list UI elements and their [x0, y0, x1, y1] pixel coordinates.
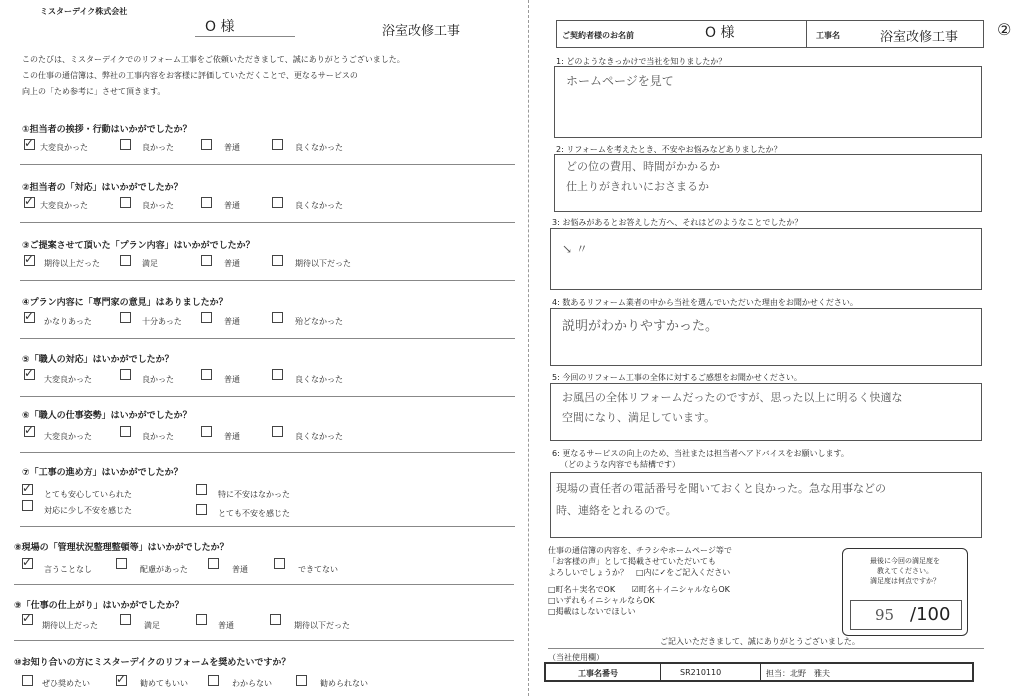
- q3-option-2-checkbox[interactable]: [120, 255, 131, 266]
- q8-option-2-checkbox[interactable]: [116, 558, 127, 569]
- question-10-title: ⑩お知り合いの方にミスターデイクのリフォームを奨めたいですか？: [14, 658, 291, 668]
- q9-option-3-label: 普通: [218, 621, 234, 630]
- rq1-answer: ホームページを見て: [566, 74, 674, 88]
- q1-option-3-checkbox[interactable]: [201, 139, 212, 150]
- q2-option-4-label: 良くなかった: [295, 201, 343, 210]
- question-2-title: ②担当者の「対応」はいかがでしたか？: [22, 183, 183, 193]
- q10-option-3-label: わからない: [232, 679, 272, 688]
- right-customer-name: O 様: [705, 25, 735, 41]
- q7-option-4-label: とても不安を感じた: [218, 509, 290, 518]
- q6-option-4-checkbox[interactable]: [272, 426, 283, 437]
- q9-option-2-checkbox[interactable]: [120, 614, 131, 625]
- q8-option-4-label: できてない: [298, 565, 338, 574]
- q10-option-2-label: 勧めてもいい: [140, 679, 188, 688]
- check-mark-icon: ✓: [24, 136, 35, 150]
- question-1-title: ①担当者の挨拶・行動はいかがでしたか？: [22, 125, 192, 135]
- consent-text: 仕事の通信簿の内容を、チラシやホームページ等で 「お客様の声」として掲載させていただいても よろしいでしょうか？ □内に✓をご記入ください: [548, 546, 732, 577]
- score-max: /100: [910, 604, 951, 625]
- q10-option-1-checkbox[interactable]: [22, 675, 33, 686]
- right-work-name: 浴室改修工事: [880, 30, 959, 45]
- q4-option-2-label: 十分あった: [142, 317, 182, 326]
- rq6-title: 6: 更なるサービスの向上のため、当社または担当者へアドバイスをお願いします。: [552, 449, 849, 458]
- q1-option-4-label: 良くなかった: [295, 143, 343, 152]
- rq5-answer-line2: 空間になり、満足しています。: [562, 411, 716, 424]
- q1-option-3-label: 普通: [224, 143, 240, 152]
- q5-option-2-label: 良かった: [142, 375, 174, 384]
- q3-option-3-checkbox[interactable]: [201, 255, 212, 266]
- q6-option-3-label: 普通: [224, 432, 240, 441]
- rq1-title: 1: どのようなきっかけで当社を知りましたか？: [556, 57, 727, 66]
- q5-option-2-checkbox[interactable]: [120, 369, 131, 380]
- consent-option-2[interactable]: ☑町名＋イニシャルならOK: [631, 585, 730, 594]
- rq5-title: 5: 今回のリフォーム工事の全体に対するご感想をお聞かせください。: [552, 373, 802, 382]
- q6-option-3-checkbox[interactable]: [201, 426, 212, 437]
- footer-staff: 担当：北野 雅夫: [766, 669, 830, 678]
- consent-options[interactable]: [548, 584, 730, 617]
- company-name: ミスターデイク株式会社: [40, 7, 128, 16]
- q4-option-3-label: 普通: [224, 317, 240, 326]
- rq4-answer: 説明がわかりやすかった。: [562, 319, 719, 334]
- check-mark-icon: ✓: [24, 366, 35, 380]
- q6-option-1-label: 大変良かった: [44, 432, 92, 441]
- rq2-answer-line1: どの位の費用、時間がかかるか: [566, 160, 720, 173]
- rq6-answer-line1: 現場の責任者の電話番号を聞いておくと良かった。急な用事などの: [556, 482, 886, 495]
- rq3-answer: ↘ 〃: [562, 242, 588, 256]
- intro-text: このたびは、ミスターデイクでのリフォーム工事をご依頼いただきまして、誠にありがとうございました。 この仕事の通信簿は、弊社の工事内容をお客様に評価していただくことで、更なるサービスの 向上の「ため参考に」させて頂きます。: [22, 55, 405, 96]
- q9-option-2-label: 満足: [144, 621, 160, 630]
- q8-option-2-label: 配慮があった: [140, 565, 188, 574]
- q6-option-2-checkbox[interactable]: [120, 426, 131, 437]
- rq4-title: 4: 数あるリフォーム業者の中から当社を選んでいただいた理由をお聞かせください。: [552, 298, 858, 307]
- rq3-title: 3: お悩みがあるとお答えした方へ、それはどのようなことでしたか？: [552, 218, 803, 227]
- check-mark-icon: ✓: [24, 423, 35, 437]
- q5-option-1-label: 大変良かった: [44, 375, 92, 384]
- q7-option-2-checkbox[interactable]: [196, 484, 207, 495]
- q7-option-1-label: とても安心していられた: [44, 490, 132, 499]
- q7-option-3-checkbox[interactable]: [22, 500, 33, 511]
- check-mark-icon: ✓: [24, 252, 35, 266]
- q1-option-2-checkbox[interactable]: [120, 139, 131, 150]
- work-label: 工事名: [816, 31, 840, 40]
- check-mark-icon: ✓: [22, 481, 33, 495]
- q2-option-2-label: 良かった: [142, 201, 174, 210]
- question-6-title: ⑥「職人の仕事姿勢」はいかがでしたか？: [22, 411, 192, 421]
- q8-option-3-label: 普通: [232, 565, 248, 574]
- rq3-answer-box[interactable]: [550, 228, 982, 290]
- q9-option-1-label: 期待以上だった: [42, 621, 98, 630]
- check-mark-icon: ✓: [116, 672, 127, 686]
- q9-option-4-checkbox[interactable]: [270, 614, 281, 625]
- q9-option-4-label: 期待以下だった: [294, 621, 350, 630]
- question-7-title: ⑦「工事の進め方」はいかがでしたか？: [22, 468, 183, 478]
- q3-option-4-checkbox[interactable]: [272, 255, 283, 266]
- thanks-text: ご記入いただきまして、誠にありがとうございました。: [660, 637, 860, 646]
- office-use-label: （当社使用欄）: [548, 653, 604, 662]
- q1-option-1-label: 大変良かった: [40, 143, 88, 152]
- q7-option-3-label: 対応に少し不安を感じた: [44, 506, 132, 515]
- q2-option-1-label: 大変良かった: [40, 201, 88, 210]
- q6-option-2-label: 良かった: [142, 432, 174, 441]
- check-mark-icon: ✓: [22, 611, 33, 625]
- q3-option-3-label: 普通: [224, 259, 240, 268]
- question-4-title: ④プラン内容に「専門家の意見」はありましたか？: [22, 298, 228, 308]
- q2-option-4-checkbox[interactable]: [272, 197, 283, 208]
- check-mark-icon: ✓: [22, 555, 33, 569]
- q10-option-1-label: ぜひ奨めたい: [42, 679, 90, 688]
- q4-option-4-checkbox[interactable]: [272, 312, 283, 323]
- q4-option-4-label: 殆どなかった: [295, 317, 343, 326]
- q8-option-3-checkbox[interactable]: [208, 558, 219, 569]
- q5-option-4-checkbox[interactable]: [272, 369, 283, 380]
- rq2-title: 2: リフォームを考えたとき、不安やお悩みなどありましたか？: [556, 145, 782, 154]
- satisfaction-labels: 最後に今回の満足度を 教えてください。 満足度は何点ですか？: [870, 557, 940, 585]
- left-customer-name: O 様: [205, 19, 235, 35]
- question-3-title: ③ご提案させて頂いた「プラン内容」はいかがでしたか？: [22, 241, 255, 251]
- q7-option-2-label: 特に不安はなかった: [218, 490, 290, 499]
- q1-option-2-label: 良かった: [142, 143, 174, 152]
- question-5-title: ⑤「職人の対応」はいかがでしたか？: [22, 355, 174, 365]
- consent-option-3[interactable]: □いずれもイニシャルならOK: [548, 596, 655, 605]
- check-mark-icon: ✓: [24, 309, 35, 323]
- q4-option-3-checkbox[interactable]: [201, 312, 212, 323]
- q7-option-4-checkbox[interactable]: [196, 504, 207, 515]
- consent-option-4[interactable]: □掲載はしないでほしい: [548, 607, 636, 616]
- footer-number-label: 工事名番号: [578, 669, 618, 678]
- q3-option-1-label: 期待以上だった: [44, 259, 100, 268]
- q4-option-2-checkbox[interactable]: [120, 312, 131, 323]
- question-8-title: ⑧現場の「管理状況整理整頓等」はいかがでしたか？: [14, 543, 229, 553]
- rq5-answer-line1: お風呂の全体リフォームだったのですが、思った以上に明るく快適な: [562, 391, 903, 404]
- name-label: ご契約者様のお名前: [562, 31, 634, 40]
- rq6-subtitle: （どのような内容でも結構です）: [560, 460, 680, 469]
- page-number-marker: ②: [997, 20, 1012, 39]
- footer-number: SR210110: [680, 668, 722, 677]
- q5-option-4-label: 良くなかった: [295, 375, 343, 384]
- rq2-answer-line2: 仕上りがきれいにおさまるか: [566, 180, 709, 193]
- page-divider: [528, 0, 529, 696]
- score-value: 95: [875, 606, 895, 624]
- q4-option-1-label: かなりあった: [44, 317, 92, 326]
- q2-option-3-checkbox[interactable]: [201, 197, 212, 208]
- q9-option-3-checkbox[interactable]: [196, 614, 207, 625]
- rq6-answer-line2: 時、連絡をとれるので。: [556, 504, 677, 517]
- check-mark-icon: ✓: [24, 194, 35, 208]
- q10-option-4-label: 勧められない: [320, 679, 368, 688]
- q5-option-3-checkbox[interactable]: [201, 369, 212, 380]
- consent-option-1[interactable]: □町名＋実名でOK: [548, 585, 616, 594]
- q5-option-3-label: 普通: [224, 375, 240, 384]
- left-work-name: 浴室改修工事: [382, 24, 461, 39]
- q6-option-4-label: 良くなかった: [295, 432, 343, 441]
- q10-option-3-checkbox[interactable]: [208, 675, 219, 686]
- q2-option-2-checkbox[interactable]: [120, 197, 131, 208]
- q8-option-1-label: 言うことなし: [44, 565, 92, 574]
- question-9-title: ⑨「仕事の仕上がり」はいかがでしたか？: [14, 601, 184, 611]
- q3-option-4-label: 期待以下だった: [295, 259, 351, 268]
- q2-option-3-label: 普通: [224, 201, 240, 210]
- q3-option-2-label: 満足: [142, 259, 158, 268]
- q1-option-4-checkbox[interactable]: [272, 139, 283, 150]
- q10-option-4-checkbox[interactable]: [296, 675, 307, 686]
- q8-option-4-checkbox[interactable]: [274, 558, 285, 569]
